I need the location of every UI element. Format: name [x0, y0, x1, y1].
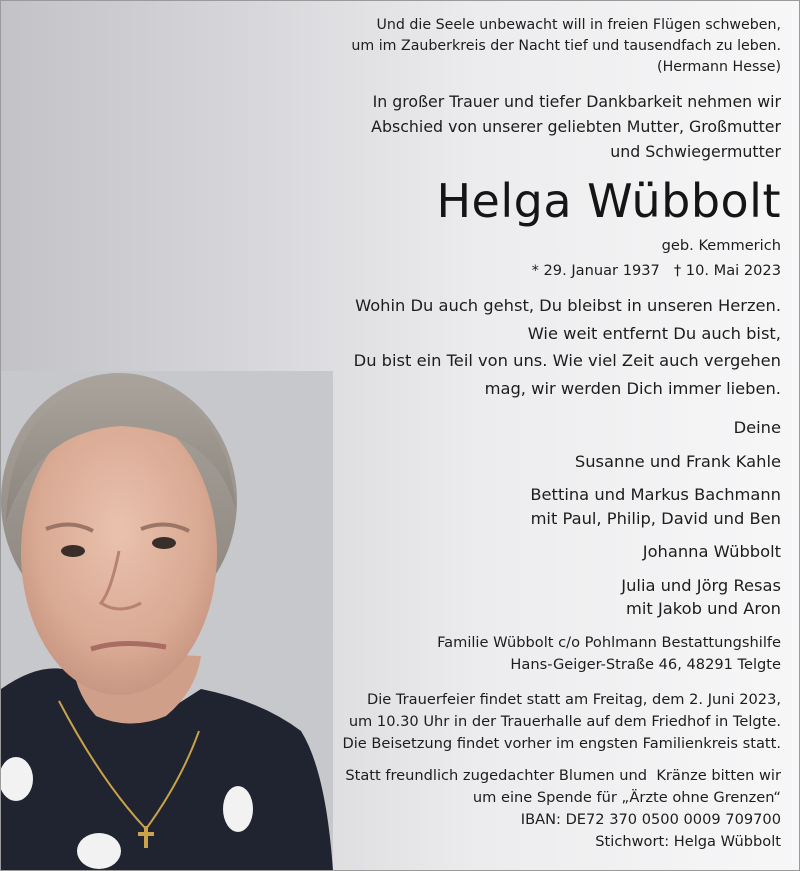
birth-name: geb. Kemmerich	[661, 237, 781, 254]
family-group: mit Jakob und Aron	[626, 599, 781, 618]
deceased-name: Helga Wübbolt	[436, 174, 781, 228]
address-line: Familie Wübbolt c/o Pohlmann Bestattungshilfe	[437, 633, 781, 651]
life-dates	[221, 260, 781, 282]
family-group: Bettina und Markus Bachmann	[530, 485, 781, 504]
donation-line: Statt freundlich zugedachter Blumen und Kränze bitten wir	[345, 766, 781, 784]
donation-line: um eine Spende für „Ärzte ohne Grenzen“	[472, 788, 781, 806]
poem-line: mag, wir werden Dich immer lieben.	[484, 378, 781, 398]
poem-line: Wie weit entfernt Du auch bist,	[527, 323, 781, 343]
poem-line: Wohin Du auch gehst, Du bleibst in unseren Herzen.	[355, 296, 781, 315]
donation-iban: IBAN: DE72 370 0500 0009 709700	[520, 810, 781, 828]
family-group: Susanne und Frank Kahle	[574, 451, 781, 471]
funeral-line: Die Beisetzung findet vorher im engsten Familienkreis statt.	[342, 734, 781, 752]
family-group: mit Paul, Philip, David und Ben	[530, 508, 781, 528]
donation-keyword: Stichwort: Helga Wübbolt	[595, 832, 781, 850]
notice-text	[221, 15, 781, 853]
quote-line: Und die Seele unbewacht will in freien Flügen schweben,	[376, 17, 781, 33]
address-line: Hans-Geiger-Straße 46, 48291 Telgte	[510, 655, 781, 673]
intro-line: In großer Trauer und tiefer Dankbarkeit nehmen wir	[372, 92, 781, 111]
family-group: Julia und Jörg Resas	[621, 575, 781, 595]
birth-date: * 29. Januar 1937	[531, 262, 660, 279]
intro-line: und Schwiegermutter	[610, 142, 781, 161]
death-date: † 10. Mai 2023	[673, 262, 781, 279]
quote-line: um im Zauberkreis der Nacht tief und tausendfach zu leben.	[351, 38, 781, 54]
quote-author: (Hermann Hesse)	[657, 59, 781, 75]
family-deine: Deine	[733, 418, 781, 437]
funeral-line: um 10.30 Uhr in der Trauerhalle auf dem Friedhof in Telgte.	[348, 712, 781, 730]
family-group: Johanna Wübbolt	[642, 542, 781, 561]
funeral-line: Die Trauerfeier findet statt am Freitag, dem 2. Juni 2023,	[366, 690, 781, 708]
intro-line: Abschied von unserer geliebten Mutter, Großmutter	[371, 117, 781, 136]
poem-line: Du bist ein Teil von uns. Wie viel Zeit auch vergehen	[353, 351, 781, 370]
